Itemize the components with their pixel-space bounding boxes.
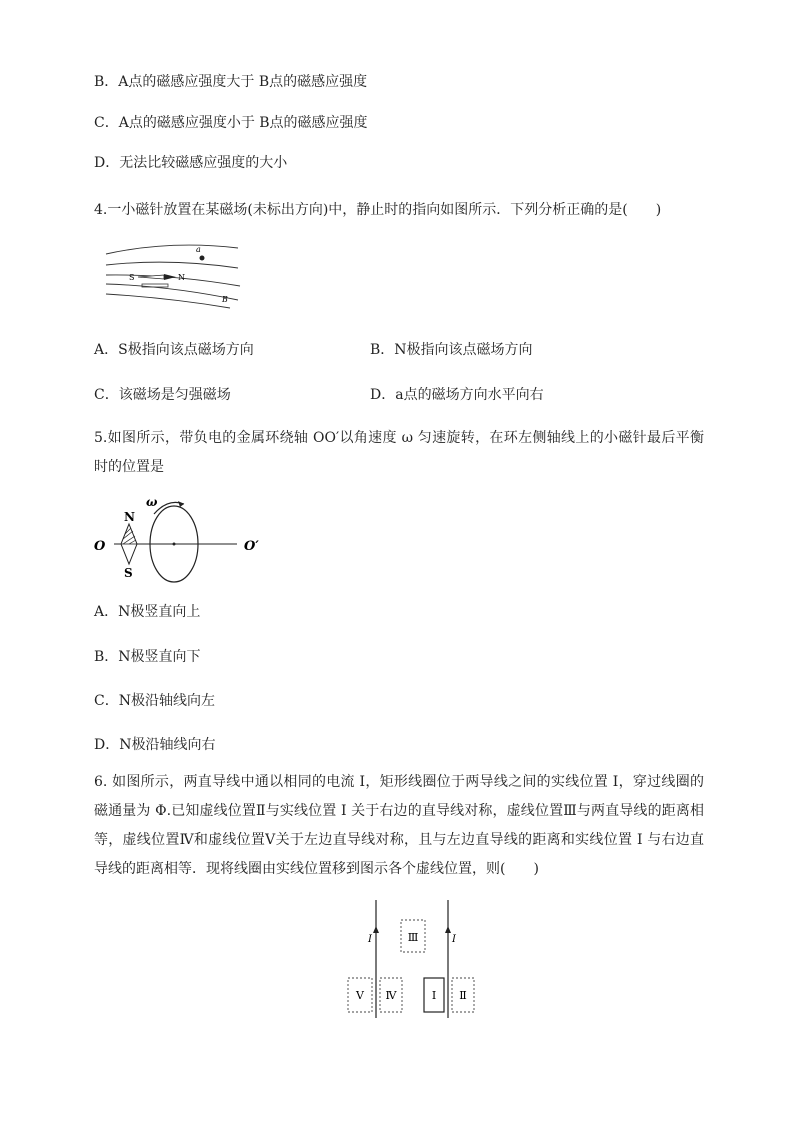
q5-option-a: A．N极竖直向上 xyxy=(94,604,201,620)
q5-option-d: D．N极沿轴线向右 xyxy=(94,737,216,753)
q5-label-n: N xyxy=(124,510,135,524)
q4-label-s: S xyxy=(129,273,135,282)
q4-label-b: B xyxy=(222,295,228,304)
q5-ring-center xyxy=(173,543,176,546)
q6-label-pos5: Ⅴ xyxy=(356,989,364,1002)
q6-label-pos4: Ⅳ xyxy=(385,989,397,1002)
q3-option-b: B．A点的磁感应强度大于 B点的磁感应强度 xyxy=(94,74,368,90)
q4-option-a: A．S极指向该点磁场方向 xyxy=(94,342,254,358)
q5-label-o-right: O′ xyxy=(244,539,259,554)
q6-right-current-arrow xyxy=(445,926,451,933)
q5-label-omega: ω xyxy=(146,495,158,509)
q5-figure-rotating-ring xyxy=(92,494,272,589)
q6-label-current-right: I xyxy=(452,934,456,945)
q4-label-n: N xyxy=(178,273,185,282)
q4-stem: 4.一小磁针放置在某磁场(未标出方向)中，静止时的指向如图所示．下列分析正确的是( ) xyxy=(94,202,662,218)
q5-label-o-left: O xyxy=(94,539,106,554)
q5-option-b: B．N极竖直向下 xyxy=(94,649,201,665)
q6-label-current-left: I xyxy=(368,934,372,945)
q4-point-a xyxy=(200,256,205,261)
q5-stem: 5.如图所示，带负电的金属环绕轴 OO′以角速度 ω 匀速旋转，在环左侧轴线上的小磁针最后平衡时的位置是 xyxy=(94,430,704,475)
q3-option-c: C．A点的磁感应强度小于 B点的磁感应强度 xyxy=(94,115,368,131)
q4-option-d: D．a点的磁场方向水平向右 xyxy=(370,387,544,403)
q3-option-d: D．无法比较磁感应强度的大小 xyxy=(94,155,288,171)
q4-label-a: a xyxy=(196,245,201,254)
q6-left-current-arrow xyxy=(373,926,379,933)
q6-figure-wires-and-loops xyxy=(340,898,485,1020)
q6-label-pos3: Ⅲ xyxy=(407,931,419,944)
q6-stem: 6. 如图所示，两直导线中通以相同的电流 I，矩形线圈位于两导线之间的实线位置 I，穿过线圈的磁通量为 Φ.已知虚线位置Ⅱ与实线位置 I 关于右边的直导线对称，虚线位置Ⅲ与两直导线的距离相等，虚线位置Ⅳ和虚线位置Ⅴ关于左边直导线对称，且与左边直导线的距离和实线位置 I 与右边直导线的距离相等．现将线圈由实线位置移到图示各个虚线位置，则( ) xyxy=(94,774,704,877)
q4-option-c: C．该磁场是匀强磁场 xyxy=(94,387,231,403)
q4-figure-magnetic-field xyxy=(100,240,245,310)
q6-label-pos2: Ⅱ xyxy=(459,989,467,1002)
q4-option-b: B．N极指向该点磁场方向 xyxy=(370,342,533,358)
q4-needle-n xyxy=(164,274,176,280)
q6-label-pos1: Ⅰ xyxy=(431,989,437,1002)
q5-option-c: C．N极沿轴线向左 xyxy=(94,693,215,709)
q5-label-s: S xyxy=(124,566,133,580)
